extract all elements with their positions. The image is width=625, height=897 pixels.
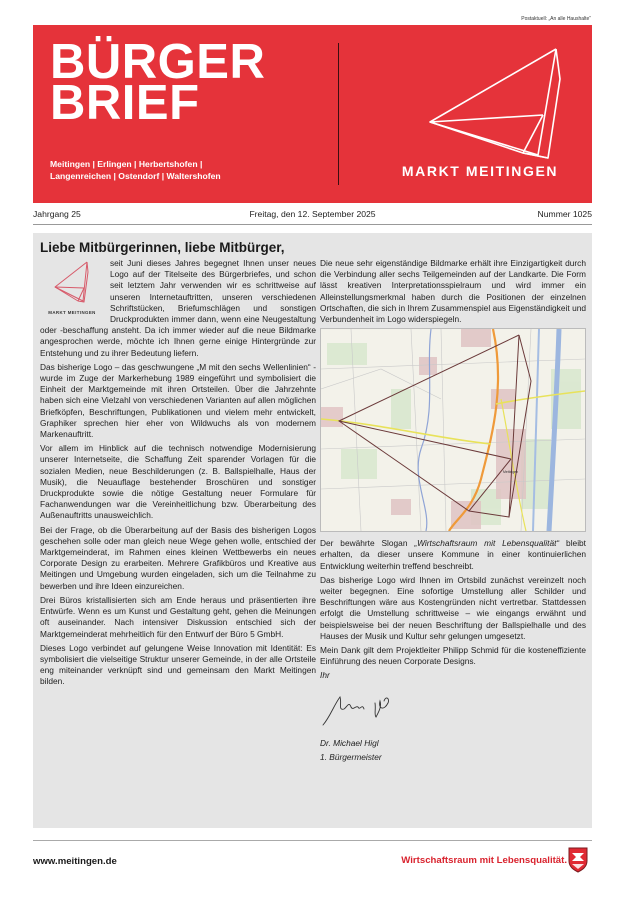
slogan-paragraph <box>320 538 586 572</box>
paragraph: Mein Dank gilt dem Projektleiter Philipp Schmid für die kosteneffiziente Einführung des neuen Corporate Designs. <box>320 645 586 667</box>
masthead-divider <box>338 43 339 185</box>
issue-meta <box>33 209 592 223</box>
villages-list <box>50 158 221 182</box>
slogan-quote: „Wirtschaftsraum mit Lebensqualität“ <box>414 538 560 549</box>
issue-number: Nummer 1025 <box>537 209 592 219</box>
slogan-intro: Der bewährte Slogan <box>320 538 415 549</box>
signer-title: 1. Bürgermeister <box>320 752 382 763</box>
paragraph: Das bisherige Logo – das geschwungene „M mit den sechs Wellenlinien“ - wurde im Zuge der Markerhebung 1989 eingeführt und symbolisiert die Einheit der Marktgemeinde mit ihren Ortsteilen. Über die Jahrzehnte haben sich eine Vielzahl von verschiedenen Varianten auf allen möglichen Briefköpfen, Beschriftungen, Publikationen und vielem mehr entwickelt, Graphiker sprechen hier eher von Wildwuchs als von modernem Markenauftritt. <box>40 361 316 440</box>
paragraph: Drei Büros kristallisierten sich am Ende heraus und präsentierten ihre Entwürfe. Wenn es um Kunst und Gestaltung geht, gehen die Meinungen oft auseinander. Nach intensiver Diskussion entschied sich der Marktgemeinderat mehrheitlich für den Entwurf der Büro 5 GmbH. <box>40 594 316 639</box>
masthead-banner <box>33 25 592 203</box>
brand-name: MARKT MEITINGEN <box>401 163 559 179</box>
title-line-2: BRIEF <box>50 76 200 130</box>
paragraph: Das bisherige Logo wird Ihnen im Ortsbild zunächst vereinzelt noch weiter begegnen. Eine sofortige Umstellung aller Schilder und Beschriftungen wäre aus Kostengründen nicht vertretbar. Stattdessen erfolgt die Umstellung schrittweise – wie eingangs erwähnt und beispielsweise bei der neuen Beschriftung der Ballspielhalle und des Hauses der Musik und Kultur sehr gelungen umgesetzt. <box>320 574 586 641</box>
brand-logo-icon <box>418 43 568 163</box>
footer-slogan: Wirtschaftsraum mit Lebensqualität. <box>401 855 567 866</box>
article-headline: Liebe Mitbürgerinnen, liebe Mitbürger, <box>40 240 285 255</box>
map-graphic <box>321 329 585 531</box>
paragraph: Die neue sehr eigenständige Bildmarke erhält ihre Einzigartigkeit durch die Verbindung aller sechs Teilgemeinden auf der Landkarte. Die Form lässt kreativen Interpretationsspielraum und wird immer ein Alleinstellungsmerkmal haben durch die Positionen der einzelnen Ortschaften, die sich in Ihrem Zusammenspiel aus Eigenständigkeit und Verbundenheit im Logo widerspiegeln. <box>320 258 586 325</box>
paragraph: Dieses Logo verbindet auf gelungene Weise Innovation mit Identität: Es symbolisiert die vielseitige Struktur unserer Gemeinde, in der alle Ortsteile eng miteinander verknüpft sind und gemeinsam den Markt Meitingen bilden. <box>40 642 316 687</box>
closing: Ihr <box>320 670 330 681</box>
signer-name: Dr. Michael Higl <box>320 737 379 748</box>
title-line-1: BÜRGER <box>50 35 266 89</box>
small-logo-label: MARKT MEITINGEN <box>48 309 96 315</box>
volume: Jahrgang 25 <box>33 209 81 219</box>
municipal-crest-icon <box>567 845 589 873</box>
website-link[interactable]: www.meitingen.de <box>33 856 117 867</box>
slogan-outro: bleibt erhalten, da dieser unsere Kommune in einer kontinuierlichen Entwicklung weiterhin treffend beschreibt. <box>320 538 587 571</box>
villages-line-2: Langenreichen | Ostendorf | Waltershofen <box>50 171 221 181</box>
article-column-left <box>40 258 316 691</box>
article-column-right <box>320 258 586 766</box>
footer-divider <box>33 840 592 841</box>
issue-date: Freitag, den 12. September 2025 <box>249 209 376 219</box>
small-logo-icon <box>52 260 92 306</box>
paragraph: Bei der Frage, ob die Überarbeitung auf der Basis des bisherigen Logos geschehen solle oder man gleich neue Wege gehen wolle, entschied der Marktgemeinderat, im Rahmen eines kleinen Wettbewerbs ein neues Corporate Design zu erarbeiten. Mehrere Grafikbüros und Kreative aus Meitingen und Umgebung wurden eingeladen, sich um die Teilnahme zu bewerben und ihre Ideen einzureichen. <box>40 524 316 591</box>
postal-note: Postaktuell: „An alle Haushalte“ <box>521 16 591 22</box>
paragraph: seit Juni dieses Jahres begegnet Ihnen unser neues Logo auf der Titelseite des Bürgerbriefes, und schon seit letztem Jahr verwenden wir es schrittweise auf unseren Internetauftritten, unseren verschiedenen Schriftstücken, Briefumschlägen und sonstigen Druckprodukten immer dann, wenn eine Neugestaltung oder -beschaffung ansteht. Da ich immer wieder auf die neue Bildmarke angesprochen werde, möchte ich Ihnen gerne einige Hintergründe zur Entstehung und zu ihrer Bedeutung liefern. <box>40 258 316 358</box>
paragraph: Vor allem im Hinblick auf die technisch notwendige Modernisierung unserer Internetseite, die Schaffung Zeit sparender Vorlagen für die sozialen Medien, neue Beschilderungen (z. B. Ballspielhalle, Haus der Musik), die Neuauflage bestehender Broschüren und sonstiger Druckprodukte sowie die nötige Gestaltung neuer Formulare für Fachanwendungen war die Vereinheitlichung bzw. Überarbeitung des Außenauftritts unausweichlich. <box>40 443 316 521</box>
map-label: Meitingen <box>503 470 519 475</box>
meta-divider <box>33 224 592 225</box>
masthead-title <box>50 35 266 130</box>
small-brand-logo <box>40 260 104 318</box>
villages-line-1: Meitingen | Erlingen | Herbertshofen | <box>50 159 203 169</box>
signature-image <box>320 689 410 729</box>
editorial-article <box>33 233 592 828</box>
location-map <box>320 328 586 532</box>
